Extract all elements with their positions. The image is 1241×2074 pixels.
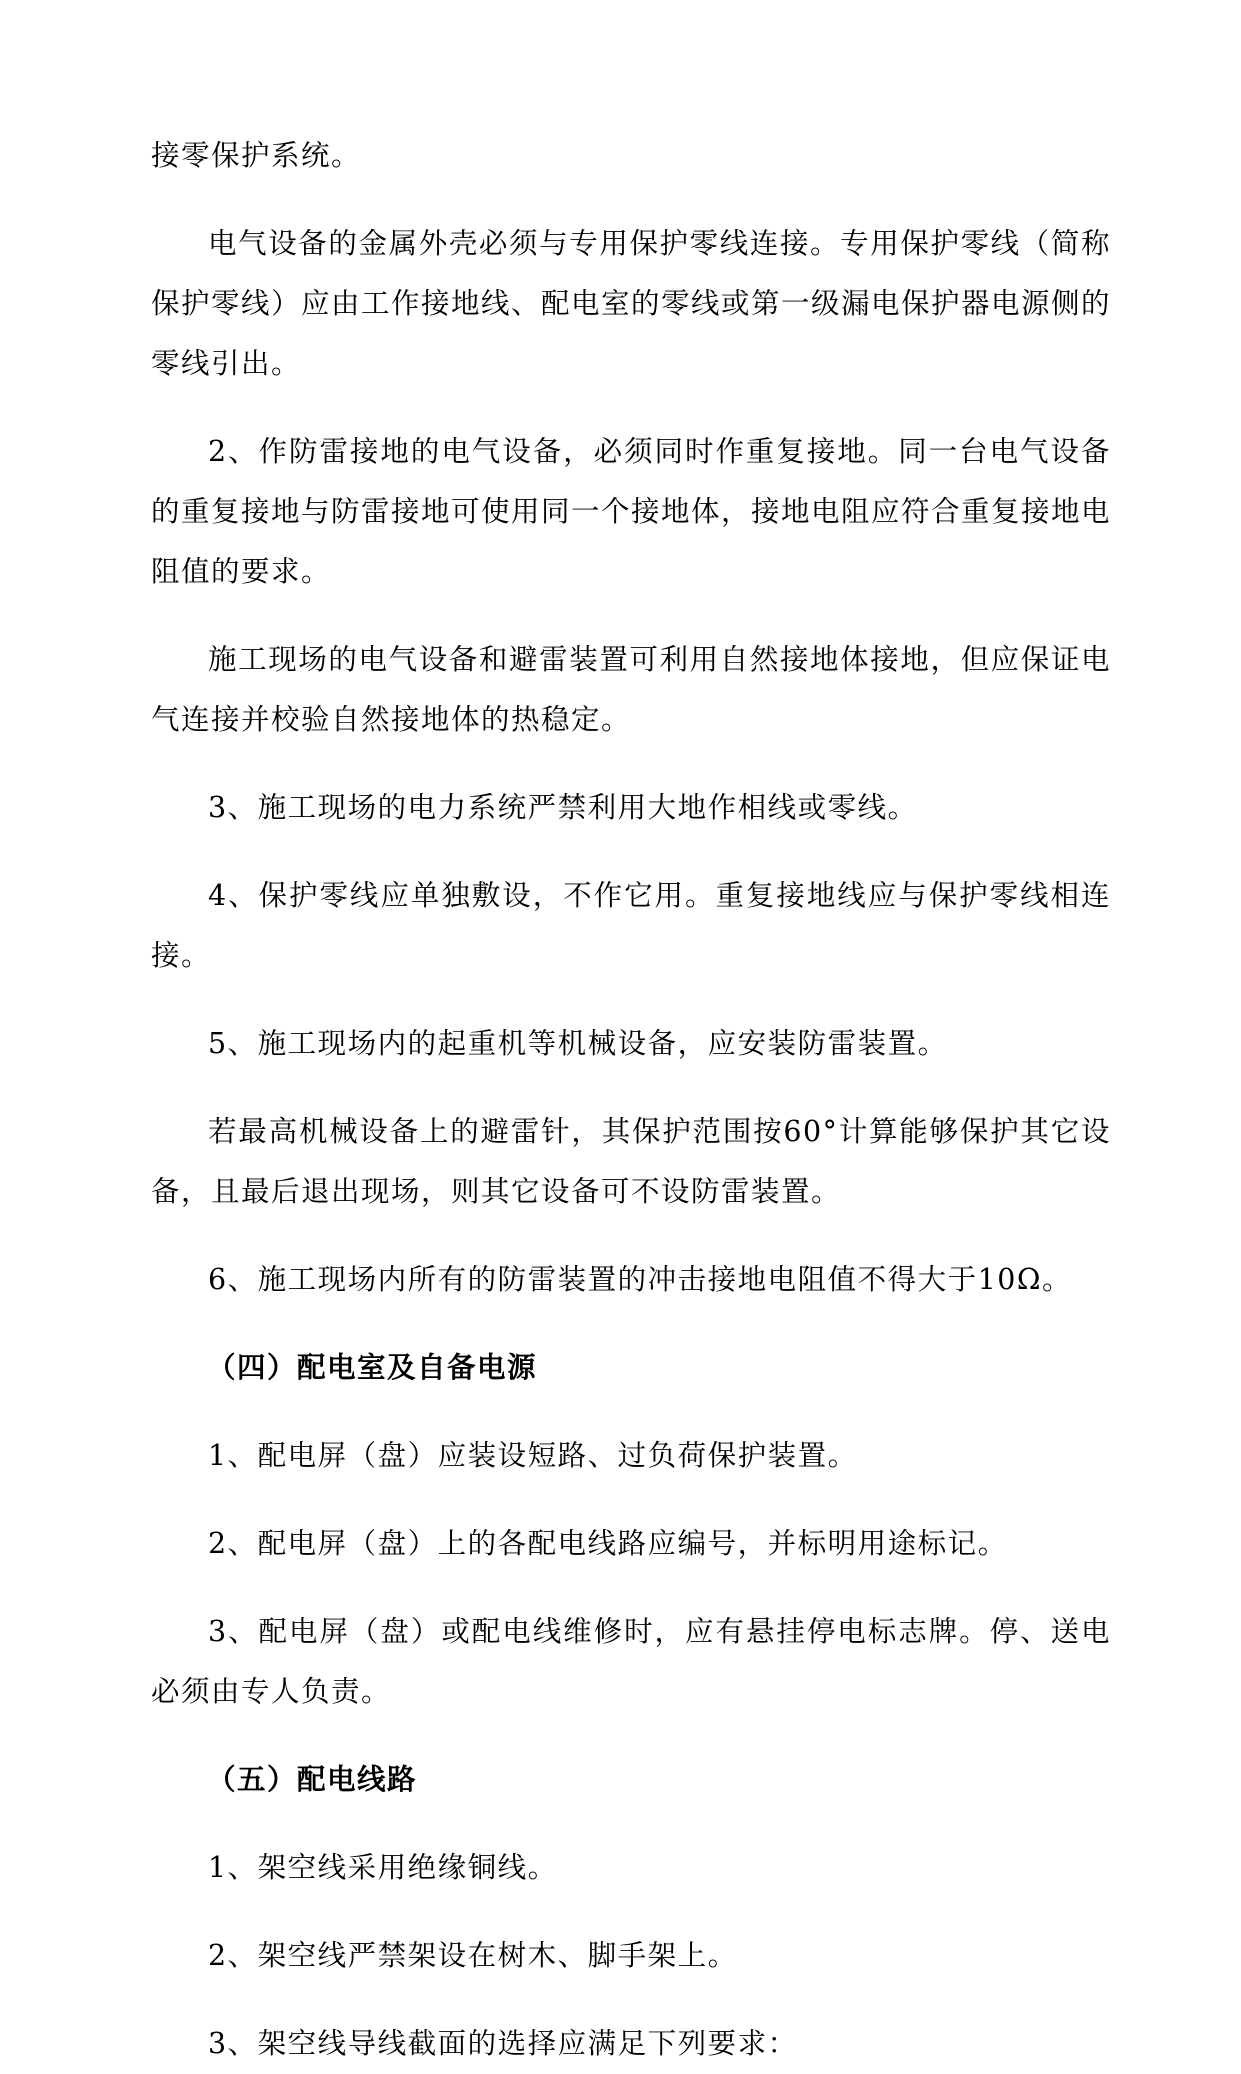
paragraph-item-5: 5、施工现场内的起重机等机械设备，应安装防雷装置。: [208, 1027, 948, 1060]
section-heading-four: （四）配电室及自备电源: [207, 1351, 538, 1384]
paragraph-4-item-3: 3、配电屏（盘）或配电线维修时，应有悬挂停电标志牌。停、送电必须由专人负责。: [151, 1615, 1111, 1708]
paragraph-item-4: 4、保护零线应单独敷设，不作它用。重复接地线应与保护零线相连接。: [151, 879, 1111, 972]
paragraph-5-item-1: 1、架空线采用绝缘铜线。: [208, 1851, 558, 1884]
document-body: [151, 126, 1111, 2074]
paragraph-4-item-2: 2、配电屏（盘）上的各配电线路应编号，并标明用途标记。: [208, 1527, 1008, 1560]
paragraph-5-item-3: 3、架空线导线截面的选择应满足下列要求：: [208, 2027, 798, 2060]
paragraph-4-item-1: 1、配电屏（盘）应装设短路、过负荷保护装置。: [208, 1439, 858, 1472]
paragraph-item-3: 3、施工现场的电力系统严禁利用大地作相线或零线。: [208, 791, 918, 824]
paragraph-5-item-2: 2、架空线严禁架设在树木、脚手架上。: [208, 1939, 738, 1972]
paragraph-continuation: 接零保护系统。: [151, 139, 362, 172]
paragraph-item-2: 2、作防雷接地的电气设备，必须同时作重复接地。同一台电气设备的重复接地与防雷接地可使用同一个接地体，接地电阻应符合重复接地电阻值的要求。: [151, 435, 1112, 588]
paragraph-item-6: 6、施工现场内所有的防雷装置的冲击接地电阻值不得大于10Ω。: [208, 1263, 1073, 1296]
paragraph-lightning-rod: 若最高机械设备上的避雷针，其保护范围按60°计算能够保护其它设备，且最后退出现场，则其它设备可不设防雷装置。: [151, 1115, 1111, 1208]
section-heading-five: （五）配电线路: [207, 1763, 418, 1796]
paragraph-protection-neutral: 电气设备的金属外壳必须与专用保护零线连接。专用保护零线（简称保护零线）应由工作接地线、配电室的零线或第一级漏电保护器电源侧的零线引出。: [151, 227, 1112, 380]
paragraph-natural-grounding: 施工现场的电气设备和避雷装置可利用自然接地体接地，但应保证电气连接并校验自然接地体的热稳定。: [151, 643, 1111, 736]
